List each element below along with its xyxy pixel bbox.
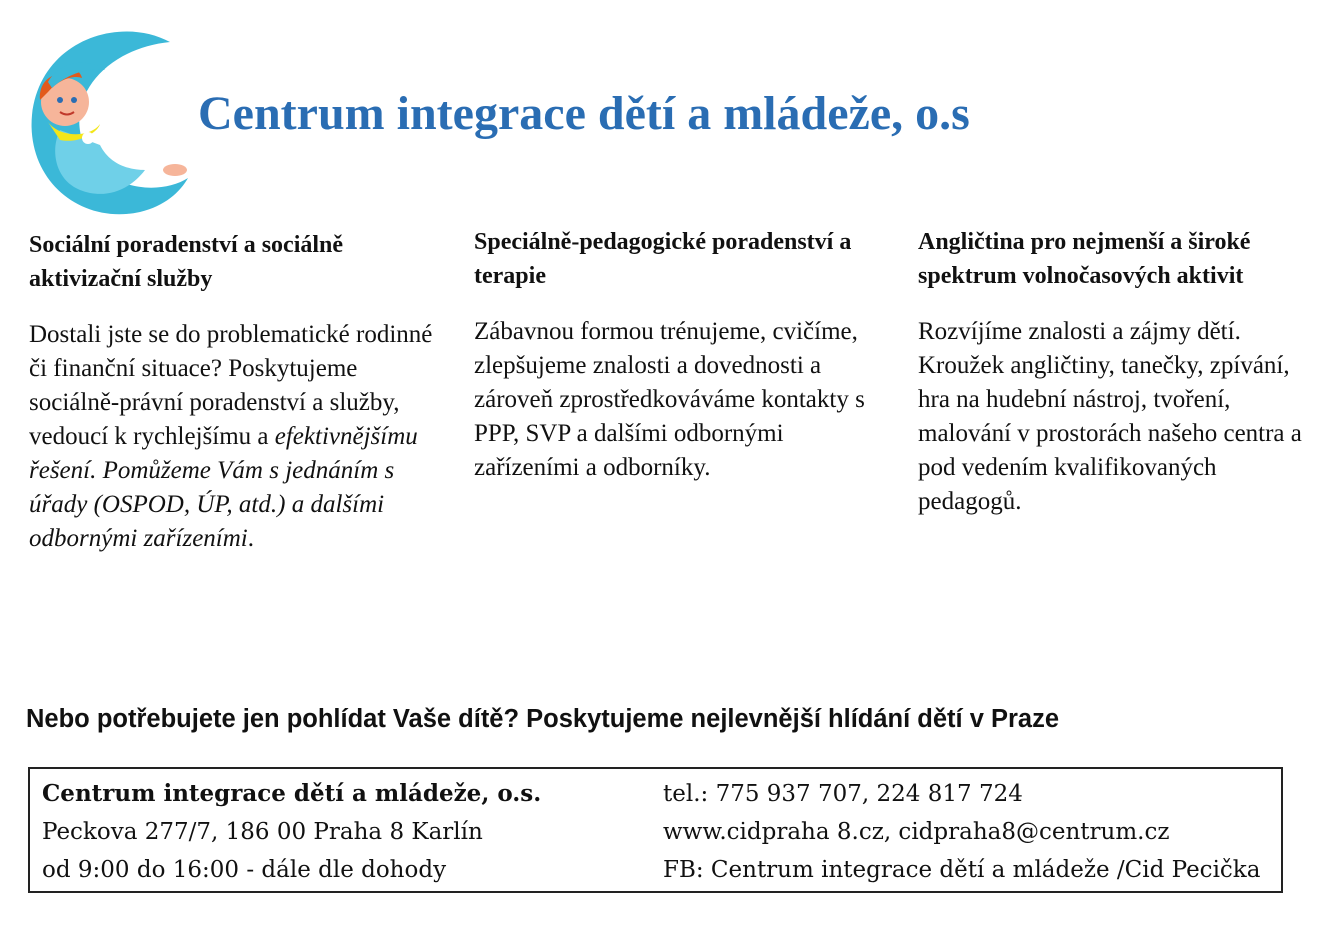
contact-facebook[interactable]: FB: Centrum integrace dětí a mládeže /Cid Pecička — [663, 857, 1261, 883]
moon-child-icon — [20, 20, 200, 220]
contact-phone: tel.: 775 937 707, 224 817 724 — [663, 781, 1023, 807]
service-heading: Angličtina pro nejmenší a široké spektrum volnočasových aktivit — [918, 229, 1251, 289]
service-column-activities — [918, 225, 1318, 519]
contact-name: Centrum integrace dětí a mládeže, o.s. — [42, 780, 542, 807]
service-column-social — [29, 228, 439, 556]
service-column-pedagogy — [474, 225, 874, 485]
contact-box — [28, 767, 1283, 893]
contact-hours: od 9:00 do 16:00 - dále dle dohody — [42, 857, 447, 883]
service-description: Zábavnou formou trénujeme, cvičíme, zlepšujeme znalosti a dovednosti a zároveň zprostředkováváme kontakty s PPP, SVP a dalšími odbornými zařízeními a odborníky. — [474, 318, 865, 481]
tagline: Nebo potřebujete jen pohlídat Vaše dítě? Poskytujeme nejlevnější hlídání dětí v Praze — [26, 705, 1060, 733]
description-end: . — [247, 525, 254, 552]
service-description: Rozvíjíme znalosti a zájmy dětí. Kroužek angličtiny, tanečky, zpívání, hra na hudební nástroj, tvoření, malování v prostorách našeho centra a pod vedením kvalifikovaných pedagogů. — [918, 318, 1302, 515]
service-heading: Sociální poradenství a sociálně aktivizační služby — [29, 232, 344, 292]
contact-web-email[interactable]: www.cidpraha 8.cz, cidpraha8@centrum.cz — [663, 819, 1170, 845]
contact-address: Peckova 277/7, 186 00 Praha 8 Karlín — [42, 819, 483, 845]
description-plain: Dostali jste se do problematické rodinné či finanční situace? Poskytujeme sociálně-právní poradenství a služby, vedoucí k rychlejšímu a — [29, 321, 433, 450]
page-title: Centrum integrace dětí a mládeže, o.s — [198, 87, 970, 140]
description-italic: efektivnějšímu řešení. Pomůžeme Vám s jednáním s úřady (OSPOD, ÚP, atd.) a dalšími odbornými zařízeními — [29, 423, 418, 552]
service-description — [29, 318, 439, 556]
service-heading: Speciálně-pedagogické poradenství a terapie — [474, 229, 852, 289]
